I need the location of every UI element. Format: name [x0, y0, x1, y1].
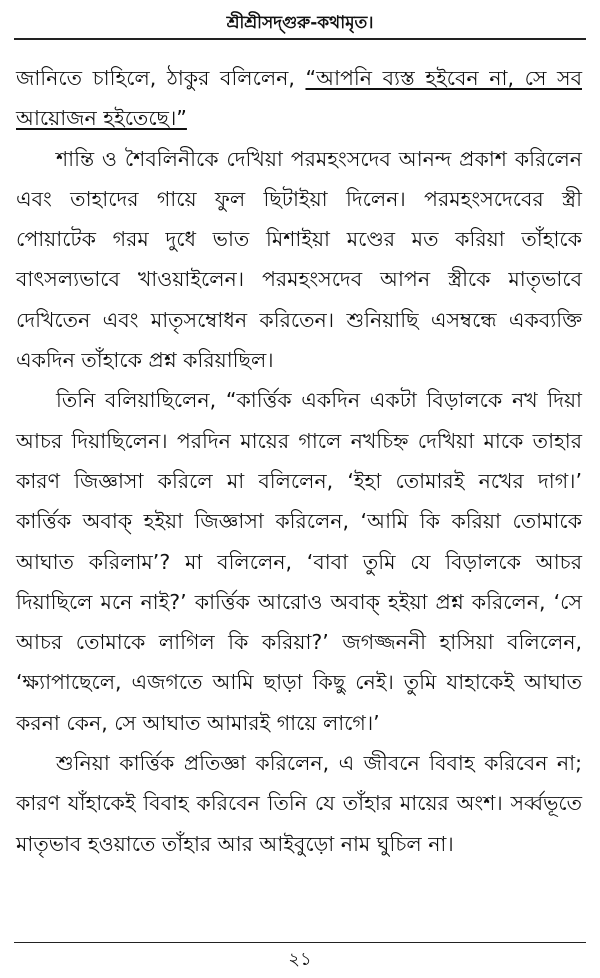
- paragraph-1: [16, 58, 582, 139]
- header-rule: [14, 38, 586, 40]
- body-text: [16, 58, 582, 864]
- paragraph-1-lead: জানিতে চাহিলে, ঠাকুর বলিলেন,: [16, 66, 306, 90]
- running-header: শ্রীশ্রীসদ্‌গুরু-কথামৃত।: [226, 13, 374, 33]
- underlined-quote: “আপনি ব্যস্ত হইবেন না, সে সব আয়োজন হইতেছে।”: [16, 66, 582, 131]
- paragraph-2: শান্তি ও শৈবলিনীকে দেখিয়া পরমহংসদেব আনন্দ প্রকাশ করিলেন এবং তাহাদের গায়ে ফুল ছিটাইয়া দিলেন। পরমহংসদেবের স্ত্রী পোয়াটেক গরম দুধে ভাত মিশাইয়া মণ্ডের মত করিয়া তাঁহাকে বাৎসল্যভাবে খাওয়াইলেন। পরমহংসদেব আপন স্ত্রীকে মাতৃভাবে দেখিতেন এবং মাতৃসম্বোধন করিতেন। শুনিয়াছি এসম্বন্ধে একব্যক্তি একদিন তাঁহাকে প্রশ্ন করিয়াছিল।: [16, 146, 582, 373]
- paragraph-4: শুনিয়া কার্ত্তিক প্রতিজ্ঞা করিলেন, এ জীবনে বিবাহ করিবেন না; কারণ যাঁহাকেই বিবাহ করিবেন তিনি যে তাঁহার মায়ের অংশ। সর্ব্বভূতে মাতৃভাব হওয়াতে তাঁহার আর আইবুড়ো নাম ঘুচিল না।: [16, 751, 582, 856]
- page-number: ২১: [288, 949, 312, 970]
- paragraph-3: তিনি বলিয়াছিলেন, “কার্ত্তিক একদিন একটা বিড়ালকে নখ দিয়া আচর দিয়াছিলেন। পরদিন মায়ের গালে নখচিহ্ন দেখিয়া মাকে তাহার কারণ জিজ্ঞাসা করিলে মা বলিলেন, ‘ইহা তোমারই নখের দাগ।’ কার্ত্তিক অবাক্ হইয়া জিজ্ঞাসা করিলেন, ‘আমি কি করিয়া তোমাকে আঘাত করিলাম’? মা বলিলেন, ‘বাবা তুমি যে বিড়ালকে আচর দিয়াছিলে মনে নাই?’ কার্ত্তিক আরোও অবাক্ হইয়া প্রশ্ন করিলেন, ‘সে আচর তোমাকে লাগিল কি করিয়া?’ জগজ্জননী হাসিয়া বলিলেন, ‘ক্ষ্যাপাছেলে, এজগতে আমি ছাড়া কিছু নেই। তুমি যাহাকেই আঘাত করনা কেন, সে আঘাত আমারই গায়ে লাগে।’: [16, 388, 582, 735]
- footer-rule: [14, 942, 586, 943]
